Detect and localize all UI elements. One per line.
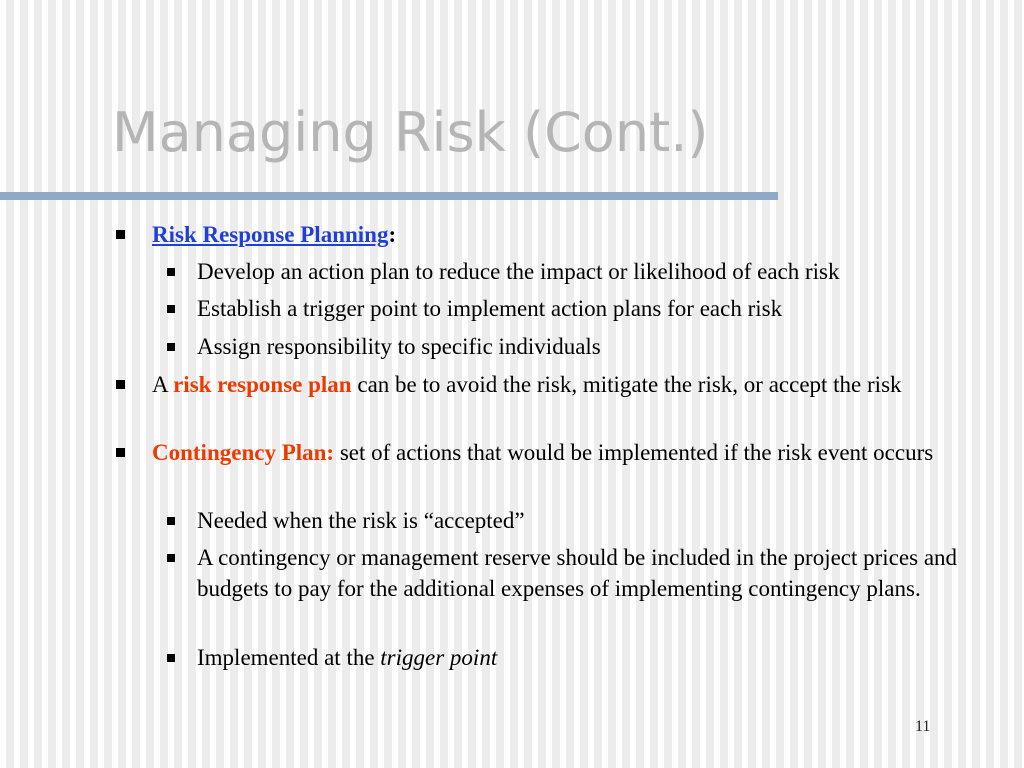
sub-bullet-trigger-point xyxy=(197,293,997,324)
sub-bullet-responsibility xyxy=(197,331,997,362)
bullet-prefix: A xyxy=(152,372,174,397)
sub-bullet-needed-accepted xyxy=(197,505,997,536)
square-bullet-icon xyxy=(167,343,175,351)
square-bullet-icon xyxy=(167,554,175,562)
square-bullet-icon xyxy=(167,517,175,525)
square-bullet-icon xyxy=(116,230,125,239)
sub-bullet-action-plan xyxy=(197,256,997,287)
square-bullet-icon xyxy=(116,448,125,457)
sub-bullet-text: Needed when the risk is “accepted” xyxy=(197,508,525,533)
square-bullet-icon xyxy=(167,268,175,276)
colon-text: : xyxy=(388,222,397,247)
sub-bullet-text: Implemented at the xyxy=(197,645,381,670)
bullet-contingency-plan xyxy=(152,437,992,468)
sub-bullet-contingency-reserve xyxy=(197,542,997,604)
trigger-point-term: trigger point xyxy=(380,645,498,670)
bullet-text: set of actions that would be implemented if the risk event occurs xyxy=(334,440,934,465)
bullet-risk-response-planning xyxy=(152,219,992,250)
slide-title: Managing Risk (Cont.) xyxy=(112,101,709,164)
square-bullet-icon xyxy=(116,380,125,389)
sub-bullet-text: Assign responsibility to specific individuals xyxy=(197,334,601,359)
contingency-plan-term: Contingency Plan: xyxy=(152,440,335,465)
sub-bullet-text: Establish a trigger point to implement action plans for each risk xyxy=(197,296,783,321)
bullet-text: can be to avoid the risk, mitigate the risk, or accept the risk xyxy=(351,372,902,397)
risk-response-planning-link[interactable]: Risk Response Planning xyxy=(152,222,389,247)
sub-bullet-text: Develop an action plan to reduce the impact or likelihood of each risk xyxy=(197,259,840,284)
risk-response-plan-term: risk response plan xyxy=(173,372,352,397)
sub-bullet-text: A contingency or management reserve should be included in the project prices and budgets to pay for the additional expenses of implementing contingency plans. xyxy=(197,545,958,601)
square-bullet-icon xyxy=(167,654,175,662)
square-bullet-icon xyxy=(167,305,175,313)
sub-bullet-trigger xyxy=(197,642,997,673)
bullet-risk-response-plan xyxy=(152,369,992,400)
page-number: 11 xyxy=(915,718,931,735)
